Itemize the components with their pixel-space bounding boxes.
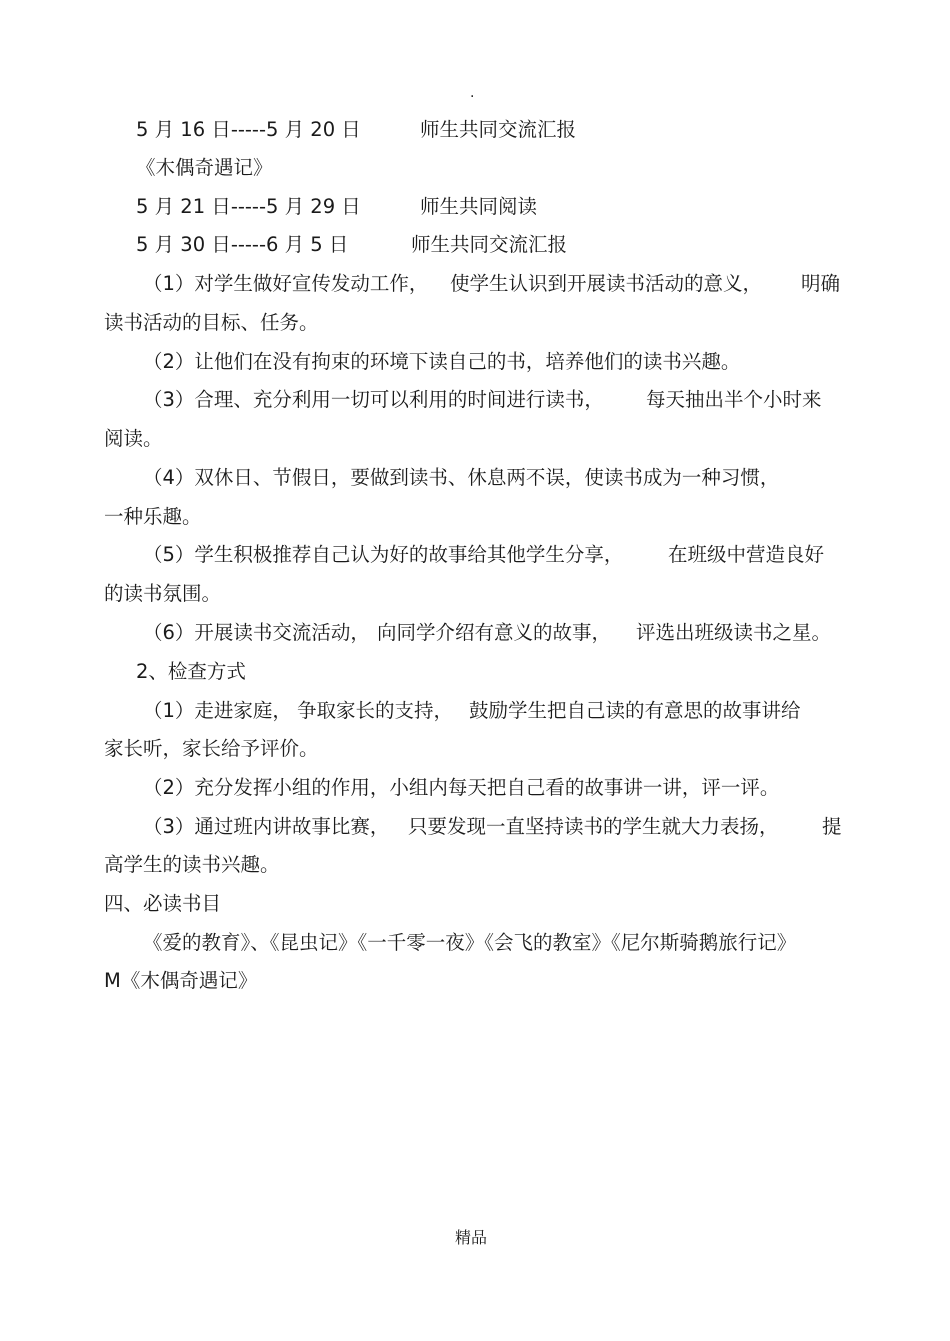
- check-1-part-b: 争取家长的支持，: [297, 699, 454, 722]
- check-1-line-2: 家长听，家长给予评价。: [104, 737, 319, 760]
- check-3-part-c: 提: [822, 815, 842, 838]
- measure-4-line-2: 一种乐趣。: [104, 505, 202, 528]
- measure-2: （2）让他们在没有拘束的环境下读自己的书，培养他们的读书兴趣。: [143, 350, 741, 373]
- header-dot: .: [470, 85, 475, 101]
- measure-5-part-b: 在班级中营造良好: [668, 543, 825, 566]
- measure-1-part-b: 使学生认识到开展读书活动的意义，: [450, 272, 763, 295]
- measure-5-line-2: 的读书氛围。: [104, 582, 222, 605]
- check-1-part-c: 鼓励学生把自己读的有意思的故事讲给: [469, 699, 801, 722]
- schedule-dates-1: 5 月 16 日-----5 月 20 日: [136, 118, 361, 141]
- schedule-activity-3: 师生共同交流汇报: [411, 233, 568, 256]
- measure-3-part-b: 每天抽出半个小时来: [646, 388, 822, 411]
- check-3-part-b: 只要发现一直坚持读书的学生就大力表扬，: [408, 815, 779, 838]
- measure-3-line-2: 阅读。: [104, 427, 163, 450]
- measure-1-part-a: （1）对学生做好宣传发动工作，: [143, 272, 429, 295]
- measure-4-line-1: （4）双休日、节假日，要做到读书、休息两不误，使读书成为一种习惯，: [143, 466, 780, 489]
- check-1-part-a: （1）走进家庭，: [143, 699, 292, 722]
- books-line-2: M《木偶奇遇记》: [104, 969, 258, 992]
- schedule-activity-2: 师生共同阅读: [420, 195, 538, 218]
- check-3-line-2: 高学生的读书兴趣。: [104, 853, 280, 876]
- measure-3-part-a: （3）合理、充分利用一切可以利用的时间进行读书，: [143, 388, 604, 411]
- footer-label: 精品: [455, 1228, 488, 1247]
- measure-6-part-c: 评选出班级读书之星。: [636, 621, 832, 644]
- measure-5-part-a: （5）学生积极推荐自己认为好的故事给其他学生分享，: [143, 543, 624, 566]
- check-heading: 2、检查方式: [136, 660, 246, 683]
- check-2: （2）充分发挥小组的作用，小组内每天把自己看的故事讲一讲，评一评。: [143, 776, 780, 799]
- measure-6-part-b: 向同学介绍有意义的故事，: [377, 621, 612, 644]
- measure-6-part-a: （6）开展读书交流活动，: [143, 621, 370, 644]
- schedule-dates-2: 5 月 21 日-----5 月 29 日: [136, 195, 361, 218]
- books-line-1: 《爱的教育》、《昆虫记》《一千零一夜》《会飞的教室》《尼尔斯骑鹅旅行记》: [143, 931, 797, 954]
- schedule-dates-3: 5 月 30 日-----6 月 5 日: [136, 233, 349, 256]
- check-3-part-a: （3）通过班内讲故事比赛，: [143, 815, 390, 838]
- measure-1-line-2: 读书活动的目标、任务。: [104, 311, 319, 334]
- books-heading: 四、必读书目: [104, 892, 222, 915]
- measure-1-part-c: 明确: [801, 272, 841, 295]
- schedule-book: 《木偶奇遇记》: [136, 156, 273, 179]
- schedule-activity-1: 师生共同交流汇报: [420, 118, 577, 141]
